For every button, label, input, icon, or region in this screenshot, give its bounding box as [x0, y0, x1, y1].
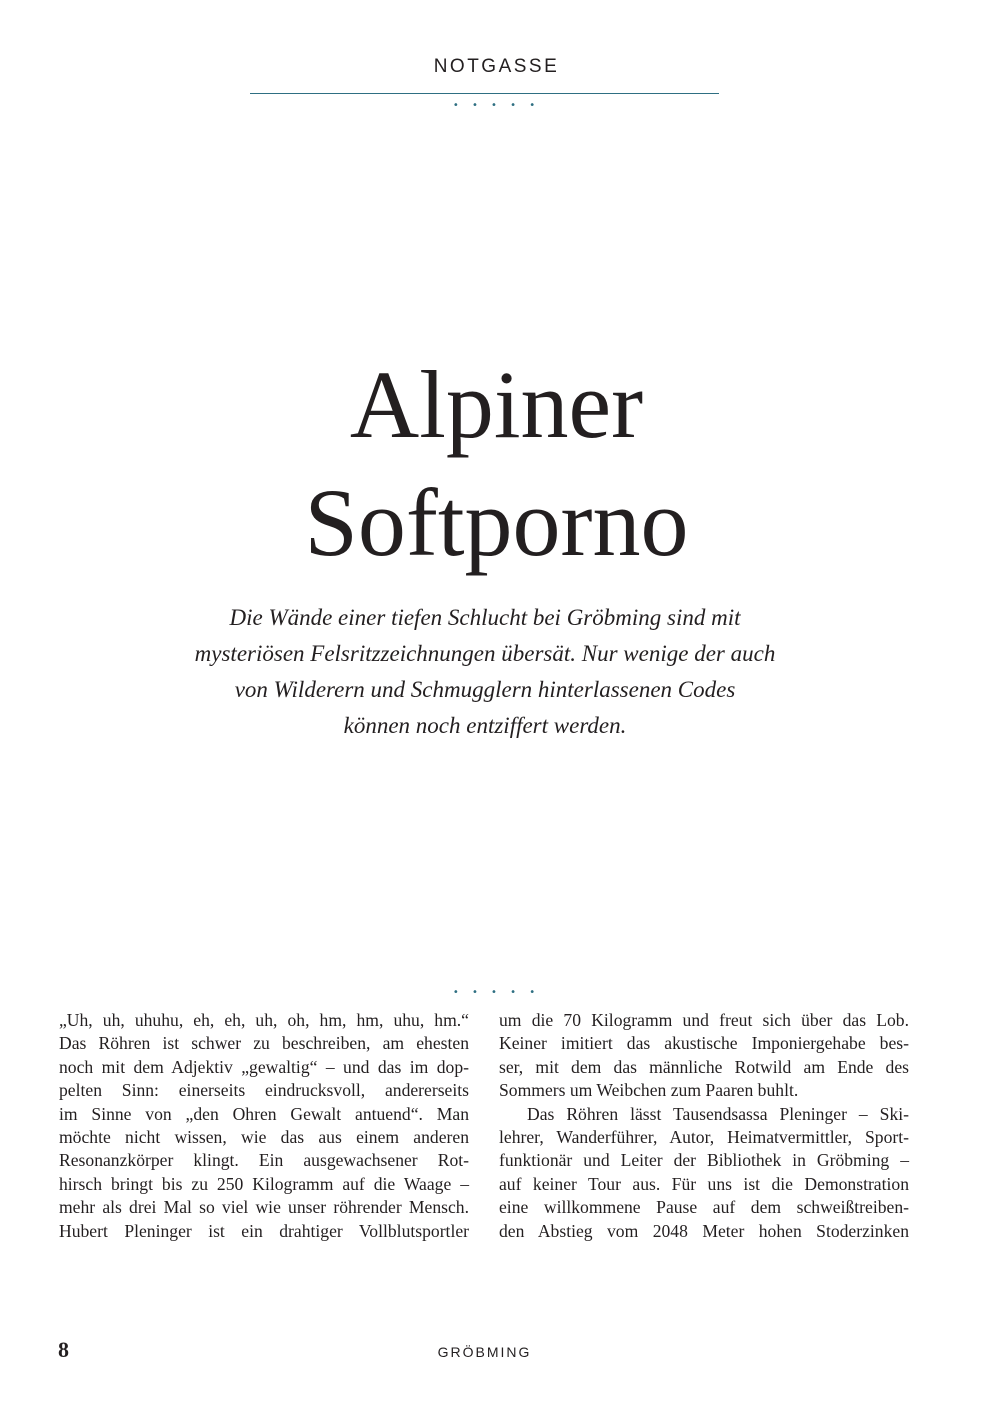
header-ornament: • • • • • — [452, 100, 541, 111]
page-number: 8 — [58, 1337, 69, 1362]
section-label: NOTGASSE — [433, 56, 560, 77]
body-line: mehr als drei Mal so viel wie unser röhrender Mensch. — [59, 1197, 469, 1218]
body-line: Sommers um Weibchen zum Paaren buhlt. — [499, 1080, 799, 1101]
body-line: eine willkommene Pause auf dem schweißtreiben- — [499, 1197, 909, 1218]
body-line: Resonanzkörper klingt. Ein ausgewachsener Rot- — [59, 1150, 469, 1171]
lede-line: mysteriösen Felsritzzeichnungen übersät. Nur wenige der auch — [194, 641, 776, 666]
body-line: funktionär und Leiter der Bibliothek in Gröbming – — [499, 1150, 909, 1171]
body-line: Das Röhren ist schwer zu beschreiben, am ehesten — [59, 1033, 469, 1054]
body-column-left — [59, 1009, 469, 1243]
article-title-line: Softporno — [304, 469, 689, 576]
header-rule — [250, 93, 719, 94]
lede-line: Die Wände einer tiefen Schlucht bei Gröbming sind mit — [229, 605, 741, 630]
body-line: auf keiner Tour aus. Für uns ist die Demonstration — [499, 1173, 909, 1194]
body-line: Das Röhren lässt Tausendsassa Pleninger – Ski- — [527, 1103, 909, 1124]
body-line: lehrer, Wanderführer, Autor, Heimatvermittler, Sport- — [499, 1126, 909, 1147]
body-line: pelten Sinn: einerseits eindrucksvoll, andererseits — [59, 1080, 469, 1101]
body-line: „Uh, uh, uhuhu, eh, eh, uh, oh, hm, hm, uhu, hm.“ — [59, 1010, 469, 1030]
body-line: Hubert Pleninger ist ein drahtiger Vollblutsportler — [59, 1220, 469, 1241]
body-line: noch mit dem Adjektiv „gewaltig“ – und das im dop- — [59, 1056, 469, 1077]
body-line: Keiner imitiert das akustische Imponiergehabe bes- — [499, 1033, 909, 1054]
article-title-line: Alpiner — [349, 351, 644, 458]
body-line: hirsch bringt bis zu 250 Kilogramm auf die Waage – — [59, 1173, 469, 1194]
body-line: im Sinne von „den Ohren Gewalt antuend“. Man — [59, 1103, 469, 1124]
lede-line: können noch entziffert werden. — [343, 713, 627, 738]
lede-line: von Wilderern und Schmugglern hinterlassenen Codes — [234, 677, 736, 702]
article-title — [0, 346, 993, 582]
body-line: den Abstieg vom 2048 Meter hohen Stoderzinken — [499, 1220, 909, 1241]
running-footer: GRÖBMING — [437, 1344, 532, 1360]
section-divider-ornament: • • • • • — [452, 987, 541, 998]
body-column-right — [499, 1009, 909, 1243]
article-lede — [150, 600, 820, 744]
body-line: ser, mit dem das männliche Rotwild am Ende des — [499, 1056, 909, 1077]
body-line: um die 70 Kilogramm und freut sich über das Lob. — [499, 1010, 909, 1030]
body-line: möchte nicht wissen, wie das aus einem anderen — [59, 1126, 469, 1147]
